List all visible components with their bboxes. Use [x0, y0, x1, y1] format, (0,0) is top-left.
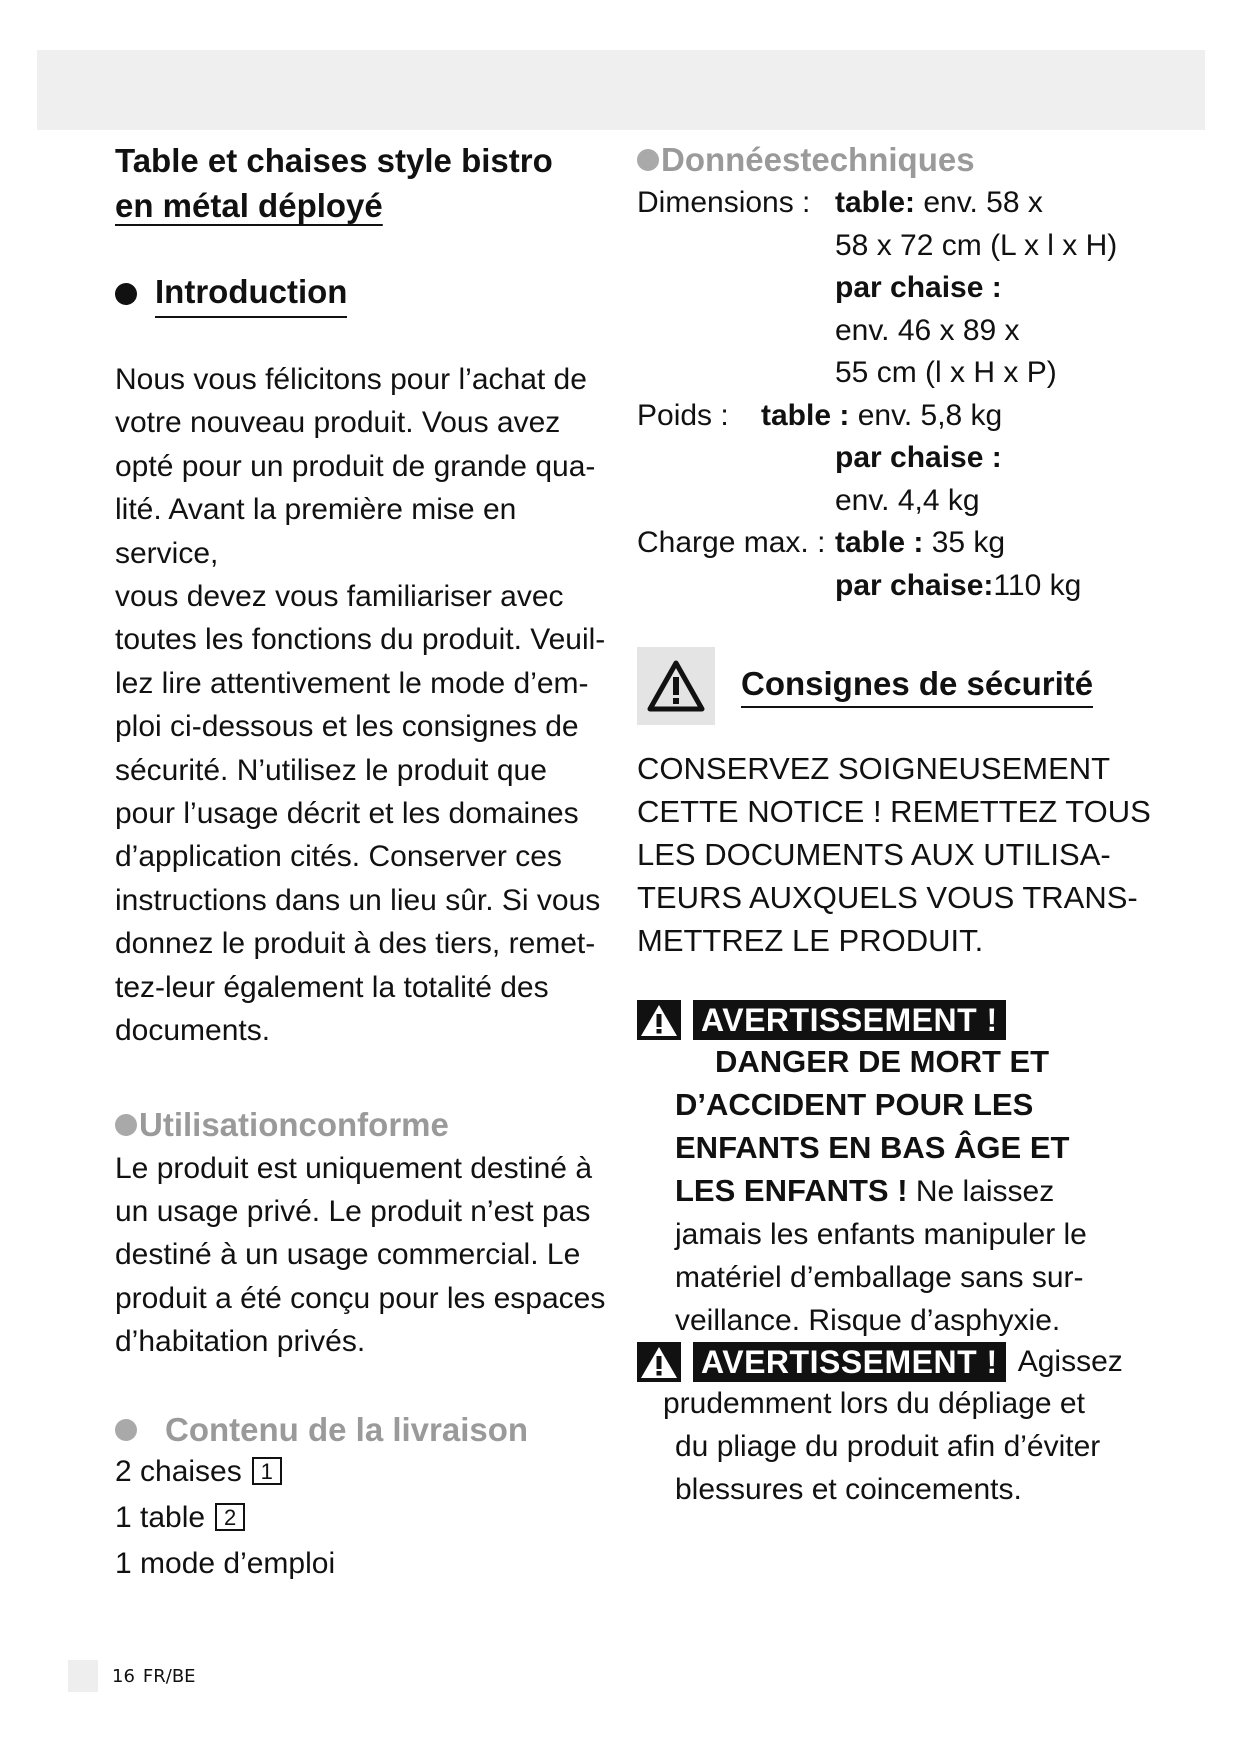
dim-table-label: table: [835, 186, 916, 219]
intro-line: ploi ci-dessous et les consignes de [115, 710, 579, 744]
danger-line-mixed [675, 1169, 1157, 1213]
document-title [115, 138, 615, 228]
intro-line: opté pour un produit de grande qua- [115, 449, 596, 483]
introduction-heading [115, 270, 615, 318]
bullet-icon [637, 149, 659, 171]
title-line-1: Table et chaises style bistro [115, 142, 553, 179]
safety-heading [637, 647, 1157, 725]
introduction-heading-text: Introduction [155, 270, 347, 318]
danger-block [637, 1040, 1157, 1342]
safety-notice [637, 747, 1157, 962]
poids-row [637, 395, 1157, 438]
poids-table-label: table : [761, 398, 850, 432]
page-footer [68, 1660, 196, 1692]
intro-line: donnez le produit à des tiers, remet- [115, 927, 596, 961]
danger-bold: LES ENFANTS ! [675, 1173, 908, 1208]
intro-line: instructions dans un lieu sûr. Si vous [115, 883, 601, 917]
page-number: 16 [112, 1665, 135, 1687]
tech-line: 58 x 72 cm (L x l x H) [835, 228, 1118, 262]
poids-chair-value: env. 4,4 kg [835, 483, 980, 517]
intro-line: documents. [115, 1014, 271, 1048]
title-line-2: en métal déployé [115, 187, 383, 224]
utilisation-line: destiné à un usage commercial. Le [115, 1238, 581, 1272]
list-item-text: 2 chaises [115, 1454, 242, 1488]
danger-line: matériel d’emballage sans sur- [675, 1261, 1084, 1294]
right-column [637, 138, 1157, 1511]
danger-line: jamais les enfants manipuler le [675, 1218, 1087, 1251]
introduction-body [115, 358, 615, 1053]
footer-marker [68, 1660, 98, 1692]
warning-triangle-icon [637, 647, 715, 725]
charge-row [637, 522, 1157, 565]
poids-chair-label: par chaise : [835, 441, 1002, 474]
intro-line: votre nouveau produit. Vous avez [115, 406, 561, 440]
bullet-icon [115, 1114, 137, 1136]
intro-line: tez-leur également la totalité des [115, 970, 549, 1004]
tech-line: env. 46 x 89 x [835, 313, 1020, 347]
dim-table-value: env. 58 x [915, 186, 1043, 219]
reference-number-box: 2 [215, 1503, 245, 1531]
intro-line: toutes les fonctions du produit. Veuil- [115, 623, 606, 657]
notice-line: CONSERVEZ SOIGNEUSEMENT [637, 751, 1111, 786]
intro-line: Nous vous félicitons pour l’achat de [115, 363, 587, 396]
warning-label: AVERTISSEMENT ! [693, 1342, 1006, 1382]
reference-number-box: 1 [252, 1457, 282, 1485]
locale-code: FR/BE [142, 1665, 196, 1687]
contenu-heading [115, 1408, 615, 1452]
utilisation-line: Le produit est uniquement destiné à [115, 1151, 592, 1185]
left-column [115, 138, 615, 1584]
tech-data [637, 182, 1157, 607]
intro-line: vous devez vous familiariser avec [115, 580, 564, 614]
utilisation-heading [115, 1103, 615, 1147]
danger-line: DANGER DE MORT ET [715, 1044, 1050, 1079]
notice-line: TEURS AUXQUELS VOUS TRANS- [637, 880, 1138, 915]
list-item [115, 1452, 615, 1492]
charge-chair-value: 110 kg [993, 568, 1082, 602]
warning-2-text: Agissez [1017, 1345, 1123, 1378]
notice-line: METTREZ LE PRODUIT. [637, 923, 984, 958]
bullet-icon [115, 283, 137, 305]
tech-heading [637, 138, 1157, 182]
contenu-heading-text: Contenu de la livraison [165, 1410, 529, 1448]
utilisation-body [115, 1147, 615, 1364]
danger-line: veillance. Risque d’asphyxie. [675, 1304, 1061, 1337]
danger-line: D’ACCIDENT POUR LES [675, 1087, 1034, 1122]
intro-line: lité. Avant la première mise en service, [115, 493, 517, 570]
poids-table-value: env. 5,8 kg [849, 398, 1003, 432]
list-item [115, 1544, 615, 1584]
warning-2-line: blessures et coincements. [675, 1473, 1022, 1506]
contenu-list [115, 1452, 615, 1584]
tech-line: 55 cm (l x H x P) [835, 356, 1057, 389]
bullet-icon [115, 1419, 137, 1441]
notice-line: CETTE NOTICE ! REMETTEZ TOUS [637, 794, 1151, 829]
warning-badge-2 [637, 1342, 1157, 1382]
header-band [37, 50, 1205, 130]
list-item [115, 1498, 615, 1538]
warning-triangle-icon [637, 1000, 681, 1040]
list-item-text: 1 table [115, 1500, 206, 1534]
charge-label: Charge max. : [637, 526, 826, 559]
warning-2-line: du pliage du produit afin d’éviter [675, 1430, 1101, 1463]
intro-line: lez lire attentivement le mode d’em- [115, 666, 589, 700]
safety-heading-text: Consignes de sécurité [741, 664, 1093, 708]
intro-line: pour l’usage décrit et les domaines [115, 797, 579, 831]
list-item-text: 1 mode d’emploi [115, 1546, 336, 1580]
utilisation-line: produit a été conçu pour les espaces [115, 1281, 606, 1315]
charge-table-label: table : [835, 526, 924, 559]
notice-line: LES DOCUMENTS AUX UTILISA- [637, 837, 1111, 872]
charge-table-value: 35 kg [923, 526, 1006, 559]
danger-line: ENFANTS EN BAS ÂGE ET [675, 1130, 1070, 1165]
intro-line: sécurité. N’utilisez le produit que [115, 753, 547, 787]
utilisation-heading-text: Utilisationconforme [139, 1105, 449, 1143]
dimensions-label: Dimensions : [637, 186, 811, 219]
utilisation-line: d’habitation privés. [115, 1325, 366, 1359]
warning-badge-1 [637, 1000, 1157, 1040]
charge-chair-label: par chaise: [835, 568, 994, 602]
intro-line: d’application cités. Conserver ces [115, 840, 562, 874]
poids-label: Poids : [637, 398, 729, 432]
utilisation-line: un usage privé. Le produit n’est pas [115, 1194, 591, 1228]
warning-label: AVERTISSEMENT ! [693, 1000, 1006, 1040]
tech-heading-text: Donnéestechniques [661, 141, 975, 178]
dimensions-row [637, 182, 1157, 225]
danger-rest: Ne laissez [907, 1175, 1055, 1208]
warning-2-line: prudemment lors du dépliage et [663, 1387, 1085, 1420]
warning-triangle-icon [637, 1342, 681, 1382]
charge-chair-row [637, 565, 1157, 608]
dim-chair-label: par chaise : [835, 271, 1002, 304]
